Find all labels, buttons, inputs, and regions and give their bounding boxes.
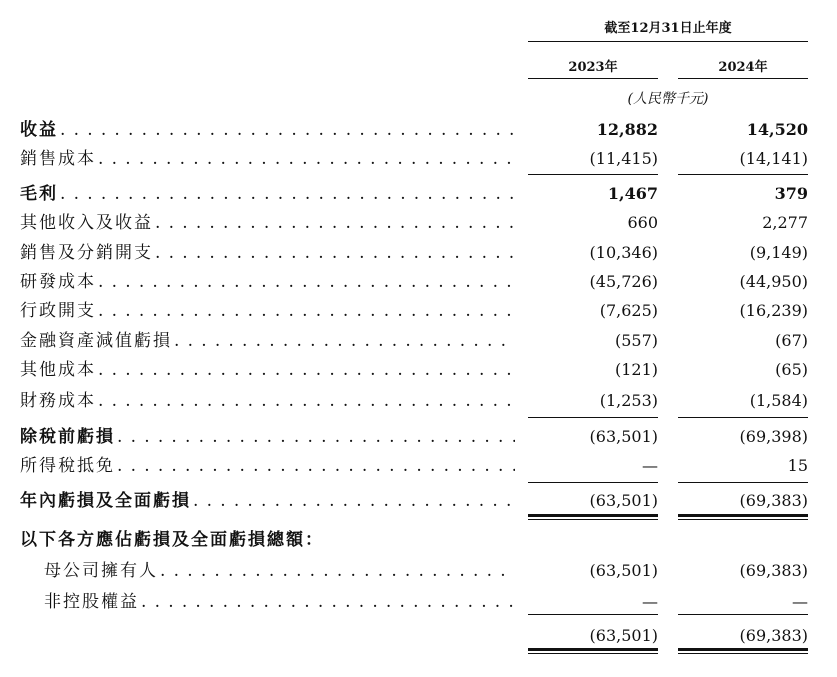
row-label: 除稅前虧損 [20, 427, 115, 447]
table-row-income-tax-credit [0, 452, 837, 480]
year-2023-header: 2023年 [568, 60, 618, 75]
value-2024: 379 [774, 184, 808, 203]
table-row-selling-expenses [0, 239, 837, 267]
row-label: 所得稅抵免 [20, 456, 115, 476]
value-2023: (11,415) [589, 149, 658, 168]
table-row-total [0, 622, 837, 650]
double-rule-bottom [528, 653, 658, 654]
table-row-other-costs [0, 356, 837, 384]
currency-unit: (人民幣千元) [627, 91, 709, 107]
value-2023: (557) [614, 331, 658, 350]
value-2023: (63,501) [589, 427, 658, 446]
row-label: 研發成本 [20, 272, 96, 292]
subtotal-rule [528, 174, 658, 175]
subtotal-rule [528, 614, 658, 615]
value-2024: (69,383) [739, 491, 808, 510]
year-2023-underline [528, 78, 658, 79]
row-label: 毛利 [20, 184, 58, 204]
value-2023: (7,625) [599, 301, 658, 320]
row-label: 其他成本 [20, 360, 96, 380]
double-rule-bottom [678, 519, 808, 520]
value-2023: — [642, 592, 658, 611]
subtotal-rule [678, 417, 808, 418]
table-row-impairment [0, 327, 837, 355]
subtotal-rule [678, 482, 808, 483]
row-label: 銷售成本 [20, 149, 96, 169]
value-2024: 2,277 [762, 213, 808, 232]
value-2023: (45,726) [589, 272, 658, 291]
row-label: 母公司擁有人 [44, 561, 158, 581]
value-2023: (121) [614, 360, 658, 379]
value-2024: 15 [787, 456, 808, 475]
row-label: 收益 [20, 120, 58, 140]
value-2024: (16,239) [739, 301, 808, 320]
table-row-rd-costs [0, 268, 837, 296]
table-row-revenue [0, 116, 837, 144]
value-2024: 14,520 [746, 120, 808, 139]
row-label: 銷售及分銷開支 [20, 243, 153, 263]
value-2023: (10,346) [589, 243, 658, 262]
value-2024: (69,383) [739, 561, 808, 580]
subtotal-rule [678, 614, 808, 615]
value-2024: (69,398) [739, 427, 808, 446]
row-label: 以下各方應佔虧損及全面虧損總額： [20, 530, 324, 550]
table-row-loss-for-year [0, 487, 837, 515]
year-2024-underline [678, 78, 808, 79]
double-rule-bottom [678, 653, 808, 654]
value-2024: (69,383) [739, 626, 808, 645]
value-2024: (14,141) [739, 149, 808, 168]
double-rule-top [678, 648, 808, 651]
row-label: 財務成本 [20, 391, 96, 411]
subtotal-rule [678, 174, 808, 175]
row-label: 其他收入及收益 [20, 213, 153, 233]
double-rule-top [528, 514, 658, 517]
row-label: 非控股權益 [44, 592, 139, 612]
value-2024: — [792, 592, 808, 611]
table-row-admin-expenses [0, 297, 837, 325]
value-2024: (1,584) [749, 391, 808, 410]
table-row-non-controlling [0, 588, 837, 616]
value-2023: 660 [627, 213, 658, 232]
table-row-other-income [0, 209, 837, 237]
value-2024: (9,149) [749, 243, 808, 262]
value-2024: (44,950) [739, 272, 808, 291]
year-2024-header: 2024年 [718, 60, 768, 75]
value-2023: (63,501) [589, 491, 658, 510]
subtotal-rule [528, 482, 658, 483]
row-label: 金融資產減值虧損 [20, 331, 172, 351]
value-2024: (65) [775, 360, 808, 379]
double-rule-bottom [528, 519, 658, 520]
value-2024: (67) [775, 331, 808, 350]
row-label: 行政開支 [20, 301, 96, 321]
value-2023: (1,253) [599, 391, 658, 410]
value-2023: (63,501) [589, 561, 658, 580]
value-2023: (63,501) [589, 626, 658, 645]
table-row-finance-costs [0, 387, 837, 415]
period-header: 截至12月31日止年度 [604, 21, 732, 36]
table-row-cost-of-sales [0, 145, 837, 173]
period-underline [528, 41, 808, 42]
value-2023: 1,467 [607, 184, 658, 203]
row-label: 年內虧損及全面虧損 [20, 491, 191, 511]
table-row-loss-before-tax [0, 423, 837, 451]
value-2023: — [642, 456, 658, 475]
value-2023: 12,882 [596, 120, 658, 139]
double-rule-top [678, 514, 808, 517]
table-row-owners-of-parent [0, 557, 837, 585]
table-row-gross-profit [0, 180, 837, 208]
section-heading-attributable [0, 526, 837, 554]
double-rule-top [528, 648, 658, 651]
subtotal-rule [528, 417, 658, 418]
